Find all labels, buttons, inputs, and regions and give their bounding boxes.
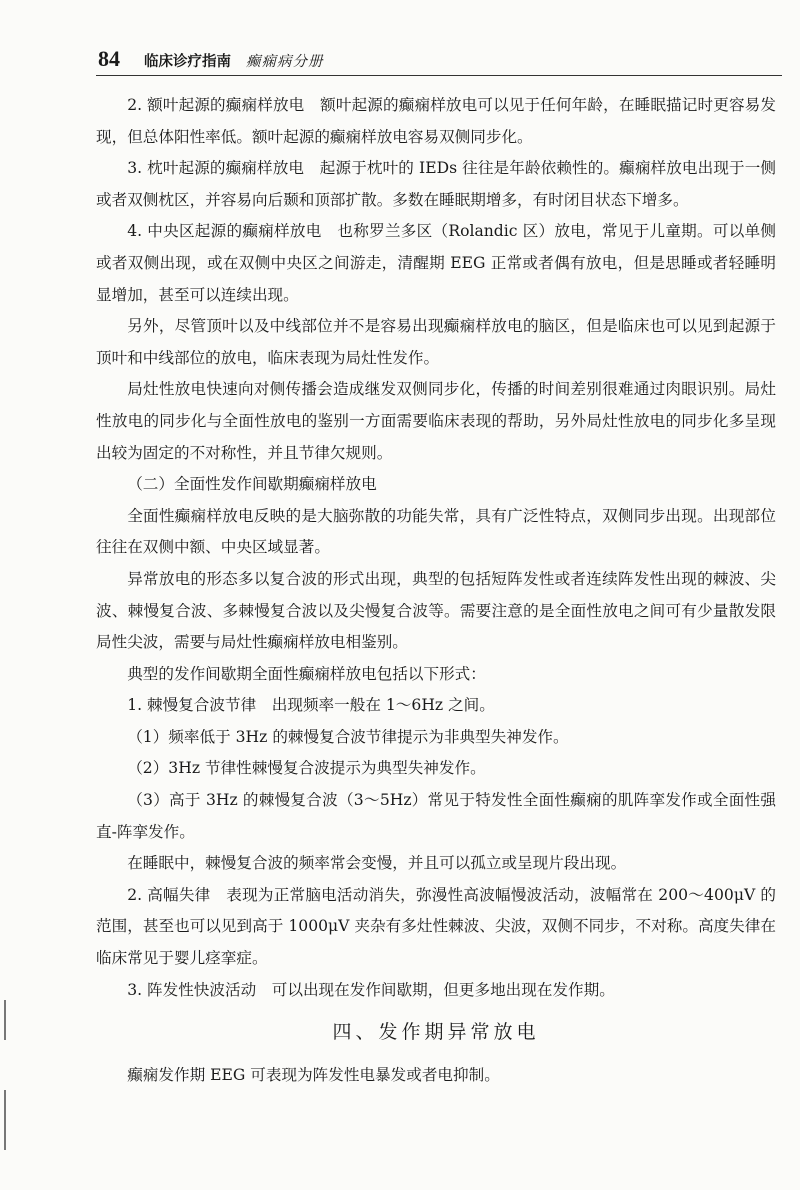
paragraph: 4. 中央区起源的癫痫样放电 也称罗兰多区（Rolandic 区）放电，常见于儿童期。可以单侧或者双侧出现，或在双侧中央区之间游走，清醒期 EEG 正常或者偶有放电，但是思睡或者轻睡明显增加，甚至可以连续出现。: [96, 222, 776, 304]
list-item: （3）高于 3Hz 的棘慢复合波（3～5Hz）常见于特发性全面性癫痫的肌阵挛发作或全面性强直-阵挛发作。: [96, 791, 776, 841]
subsection-heading: （二）全面性发作间歇期癫痫样放电: [127, 475, 377, 494]
running-header: [98, 46, 770, 76]
paragraph: 3. 枕叶起源的癫痫样放电 起源于枕叶的 IEDs 往往是年龄依赖性的。癫痫样放电出现于一侧或者双侧枕区，并容易向后颞和顶部扩散。多数在睡眠期增多，有时闭目状态下增多。: [96, 159, 776, 209]
paragraph: 典型的发作间歇期全面性癫痫样放电包括以下形式：: [127, 664, 486, 683]
list-item: 1. 棘慢复合波节律 出现频率一般在 1～6Hz 之间。: [127, 696, 495, 715]
paragraph: 全面性癫痫样放电反映的是大脑弥散的功能失常，具有广泛性特点，双侧同步出现。出现部位往往在双侧中额、中央区域显著。: [96, 506, 776, 557]
volume-title: 癫痫病分册: [246, 54, 324, 70]
paragraph: 另外，尽管顶叶以及中线部位并不是容易出现癫痫样放电的脑区，但是临床也可以见到起源于顶叶和中线部位的放电，临床表现为局灶性发作。: [96, 317, 776, 367]
header-rule: [96, 75, 782, 76]
page-body: [96, 90, 776, 1092]
page-number: 84: [98, 46, 120, 71]
section-heading: 四、发作期异常放电: [332, 1021, 540, 1044]
paragraph: 在睡眠中，棘慢复合波的频率常会变慢，并且可以孤立或呈现片段出现。: [127, 854, 627, 873]
paragraph: 癫痫发作期 EEG 可表现为阵发性电暴发或者电抑制。: [127, 1066, 500, 1085]
list-item: （2）3Hz 节律性棘慢复合波提示为典型失神发作。: [127, 759, 486, 778]
list-item: 2. 高幅失律 表现为正常脑电活动消失，弥漫性高波幅慢波活动，波幅常在 200～400μV 的范围，甚至也可以见到高于 1000μV 夹杂有多灶性棘波、尖波，双侧不同步，不对称。高度失律在临床常见于婴儿痉挛症。: [96, 885, 776, 968]
paragraph: 2. 额叶起源的癫痫样放电 额叶起源的癫痫样放电可以见于任何年龄，在睡眠描记时更容易发现，但总体阳性率低。额叶起源的癫痫样放电容易双侧同步化。: [96, 96, 776, 146]
paragraph: 异常放电的形态多以复合波的形式出现，典型的包括短阵发性或者连续阵发性出现的棘波、尖波、棘慢复合波、多棘慢复合波以及尖慢复合波等。需要注意的是全面性放电之间可有少量散发限局性尖波，需要与局灶性癫痫样放电相鉴别。: [96, 569, 776, 652]
page-edge-mark: [4, 1000, 6, 1040]
list-item: （1）频率低于 3Hz 的棘慢复合波节律提示为非典型失神发作。: [127, 727, 569, 746]
book-title: 临床诊疗指南: [144, 54, 231, 70]
page-edge-mark: [4, 1090, 6, 1150]
list-item: 3. 阵发性快波活动 可以出现在发作间歇期，但更多地出现在发作期。: [127, 980, 615, 999]
paragraph: 局灶性放电快速向对侧传播会造成继发双侧同步化，传播的时间差别很难通过肉眼识别。局灶性放电的同步化与全面性放电的鉴别一方面需要临床表现的帮助，另外局灶性放电的同步化多呈现出较为固定的不对称性，并且节律欠规则。: [96, 380, 776, 462]
